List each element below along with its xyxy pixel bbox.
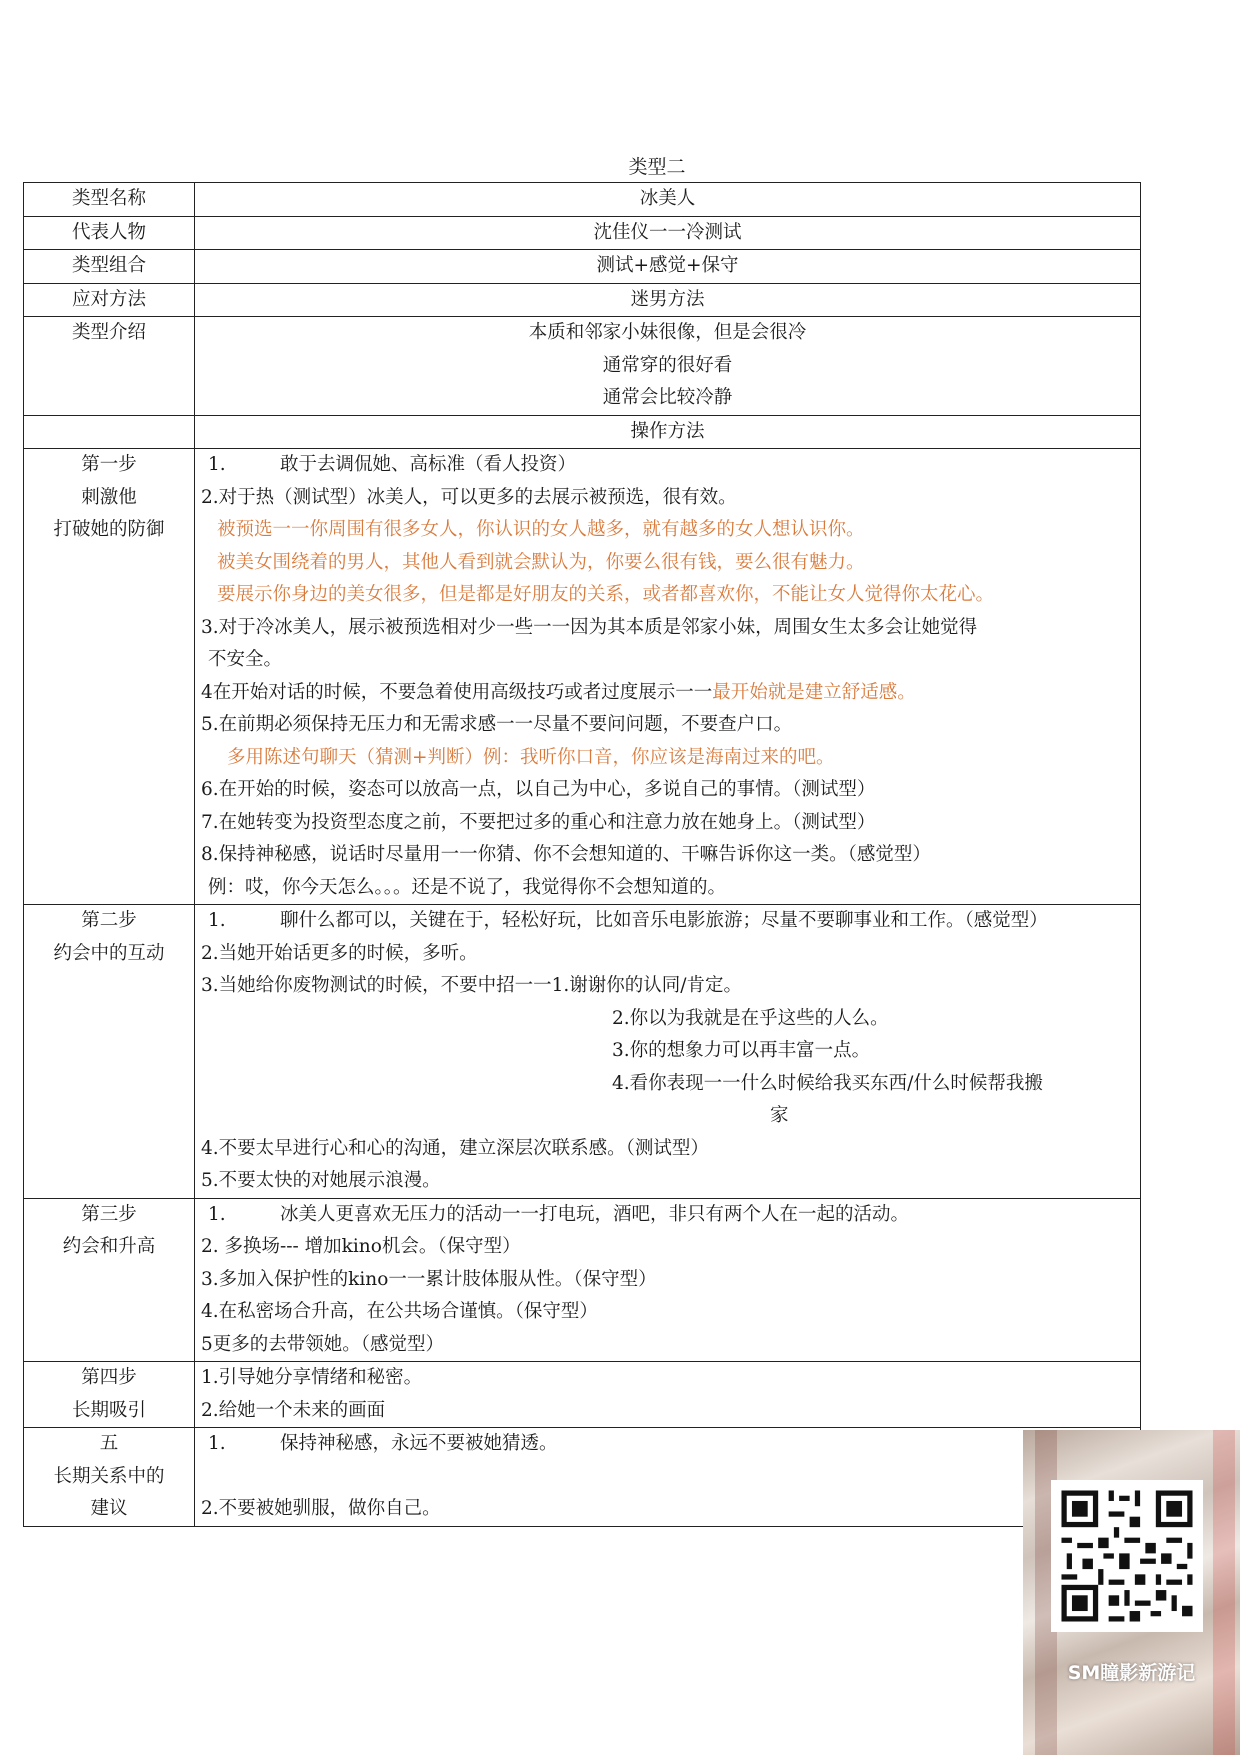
- step-line: 3.多加入保护性的kino一一累计肢体服从性。（保守型）: [201, 1268, 657, 1290]
- step-line: 5.不要太快的对她展示浪漫。: [201, 1170, 441, 1191]
- step-line: [195, 1461, 1140, 1494]
- intro-line: 通常穿的很好看: [602, 354, 733, 376]
- label-type-name: 类型名称: [24, 183, 195, 217]
- value-intro: [195, 317, 1141, 416]
- row-operations-header: [24, 415, 1141, 449]
- step-line: [195, 1199, 1140, 1232]
- content-step-2: [195, 905, 1141, 1199]
- step-line-text: 冰美人更喜欢无压力的活动一一打电玩，酒吧，非只有两个人在一起的活动。: [280, 1203, 910, 1225]
- step-label-line: 第三步: [81, 1203, 137, 1225]
- step-label-line: 约会中的互动: [53, 942, 165, 964]
- step-line: 家: [770, 1105, 789, 1126]
- row-type-name: [24, 183, 1141, 217]
- step-label-line: 刺激他: [81, 486, 137, 508]
- step-line: 2.当她开始话更多的时候，多听。: [201, 942, 478, 964]
- step-line-text: 4在开始对话的时候，不要急着使用高级技巧或者过度展示一一: [201, 681, 713, 703]
- row-step-5: [24, 1428, 1141, 1527]
- step-line: [195, 1428, 1140, 1461]
- value-type-combo: 测试+感觉+保守: [195, 250, 1141, 284]
- intro-line: 通常会比较冷静: [602, 387, 733, 408]
- step-label-line: 建议: [90, 1498, 128, 1519]
- label-step-5: [24, 1428, 195, 1527]
- step-line: 7.在她转变为投资型态度之前，不要把过多的重心和注意力放在她身上。（测试型）: [201, 811, 876, 833]
- content-step-4: [195, 1362, 1141, 1428]
- step-line: 2.对于热（测试型）冰美人，可以更多的去展示被预选，很有效。: [201, 486, 737, 508]
- operations-heading: 操作方法: [195, 415, 1141, 449]
- step-line: 6.在开始的时候，姿态可以放高一点，以自己为中心，多说自己的事情。（测试型）: [201, 779, 876, 800]
- step-line-text: 敢于去调侃她、高标准（看人投资）: [280, 454, 577, 475]
- step-line: 4.在私密场合升高，在公共场合谨慎。（保守型）: [201, 1301, 598, 1322]
- watermark-text: SM瞳影新游记: [1067, 1662, 1196, 1684]
- watermark-overlay: [1023, 1430, 1240, 1755]
- list-number: 1.: [208, 1203, 226, 1225]
- row-method: [24, 283, 1141, 317]
- step-line: 例：哎，你今天怎么。。。还是不说了，我觉得你不会想知道的。: [208, 876, 727, 898]
- row-intro: [24, 317, 1141, 416]
- row-step-3: [24, 1198, 1141, 1362]
- step-line: 3.对于冷冰美人，展示被预选相对少一些一一因为其本质是邻家小妹，周围女生太多会让她觉得: [201, 616, 978, 638]
- label-type-combo: 类型组合: [24, 250, 195, 284]
- list-number: 1.: [208, 910, 226, 931]
- step-line: 3.当她给你废物测试的时候，不要中招一一1.谢谢你的认同/肯定。: [201, 975, 743, 996]
- step-line: 1.引导她分享情绪和秘密。: [201, 1367, 423, 1388]
- value-representative: 沈佳仪一一冷测试: [195, 216, 1141, 250]
- step-line: 5更多的去带领她。（感觉型）: [201, 1333, 445, 1355]
- step-line: 4.不要太早进行心和心的沟通，建立深层次联系感。（测试型）: [201, 1137, 709, 1159]
- highlight-text: 最开始就是建立舒适感。: [712, 681, 916, 703]
- content-step-3: [195, 1198, 1141, 1362]
- label-step-1: [24, 449, 195, 905]
- step-line: [195, 449, 1140, 482]
- highlight-line: 被预选一一你周围有很多女人，你认识的女人越多，就有越多的女人想认识你。: [217, 519, 865, 540]
- row-step-2: [24, 905, 1141, 1199]
- step-line-text: 保持神秘感，永远不要被她猜透。: [280, 1433, 558, 1454]
- highlight-line: 多用陈述句聊天（猜测+判断）例：我听你口音，你应该是海南过来的吧。: [227, 746, 835, 768]
- label-operations: [24, 415, 195, 449]
- step-line: 不安全。: [208, 649, 283, 670]
- label-step-2: [24, 905, 195, 1199]
- step-label-line: 第四步: [81, 1367, 137, 1388]
- label-method: 应对方法: [24, 283, 195, 317]
- row-representative: [24, 216, 1141, 250]
- step-line: 2. 多换场--- 增加kino机会。（保守型）: [201, 1236, 521, 1257]
- highlight-line: 被美女围绕着的男人，其他人看到就会默认为，你要么很有钱，要么很有魅力。: [217, 551, 865, 573]
- value-type-name: 冰美人: [195, 183, 1141, 217]
- list-number: 1.: [208, 454, 226, 475]
- row-step-4: [24, 1362, 1141, 1428]
- step-label-line: 第一步: [81, 454, 137, 475]
- step-line: [195, 677, 1140, 710]
- label-step-4: [24, 1362, 195, 1428]
- step-label-line: 约会和升高: [62, 1236, 156, 1257]
- label-intro: 类型介绍: [24, 317, 195, 416]
- step-label-line: 打破她的防御: [53, 519, 165, 540]
- step-line: 2.给她一个未来的画面: [201, 1399, 386, 1421]
- step-line: 2.你以为我就是在乎这些的人么。: [612, 1007, 889, 1029]
- value-method: 迷男方法: [195, 283, 1141, 317]
- watermark-decoration: [1213, 1430, 1235, 1755]
- content-step-1: [195, 449, 1141, 905]
- step-label-line: 五: [99, 1433, 119, 1454]
- page-title: 类型二: [628, 156, 686, 178]
- label-step-3: [24, 1198, 195, 1362]
- step-line: 8.保持神秘感，说话时尽量用一一你猜、你不会想知道的、干嘛告诉你这一类。（感觉型）: [201, 844, 931, 865]
- step-line-text: 聊什么都可以，关键在于，轻松好玩，比如音乐电影旅游；尽量不要聊事业和工作。（感觉型）: [280, 910, 1048, 931]
- highlight-line: 要展示你身边的美女很多，但是都是好朋友的关系，或者都喜欢你，不能让女人觉得你太花心。: [217, 584, 995, 605]
- step-line: [195, 905, 1140, 938]
- step-label-line: 长期关系中的: [53, 1465, 165, 1487]
- label-representative: 代表人物: [24, 216, 195, 250]
- step-line: 4.看你表现一一什么时候给我买东西/什么时候帮我搬: [612, 1072, 1043, 1094]
- document: [23, 152, 1141, 1527]
- step-line: 2.不要被她驯服，做你自己。: [201, 1498, 441, 1519]
- list-number: 1.: [208, 1433, 226, 1454]
- step-line: 5.在前期必须保持无压力和无需求感一一尽量不要问问题，不要查户口。: [201, 714, 793, 735]
- step-label-line: 长期吸引: [71, 1399, 146, 1421]
- row-step-1: [24, 449, 1141, 905]
- content-step-5: [195, 1428, 1141, 1527]
- qr-code-icon: [1051, 1480, 1203, 1632]
- intro-line: 本质和邻家小妹很像，但是会很冷: [528, 322, 807, 343]
- step-line: 3.你的想象力可以再丰富一点。: [612, 1040, 871, 1061]
- step-label-line: 第二步: [81, 910, 137, 931]
- type-table: [23, 182, 1141, 1527]
- row-type-combo: [24, 250, 1141, 284]
